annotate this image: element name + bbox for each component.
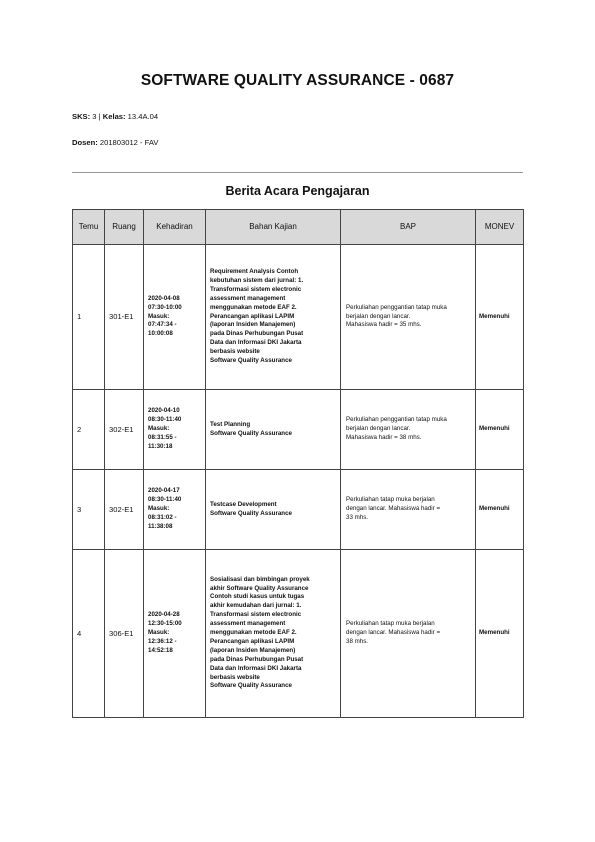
kehadiran-line: 10:00:08 bbox=[148, 330, 173, 338]
bap-line: berjalan dengan lancar. bbox=[346, 425, 411, 433]
kehadiran-line: Masuk: bbox=[148, 629, 170, 637]
lecturer-line bbox=[72, 138, 158, 147]
bahan-kajian-line: Data dan Informasi DKI Jakarta bbox=[210, 339, 302, 347]
bap-line: Perkuliahan penggantian tatap muka bbox=[346, 303, 447, 311]
bahan-kajian-line: pada Dinas Perhubungan Pusat bbox=[210, 330, 304, 338]
bahan-kajian-line: akhir kemudahan dari jurnal: 1. bbox=[210, 602, 302, 610]
kehadiran-line: 2020-04-08 bbox=[148, 294, 180, 302]
ruang-value: 302-E1 bbox=[109, 504, 134, 514]
cell-bahan-kajian bbox=[206, 470, 341, 550]
bap-line: Perkuliahan tatap muka berjalan bbox=[346, 620, 435, 628]
table-header-row bbox=[73, 210, 524, 245]
bahan-kajian-line: Transformasi sistem electronic bbox=[210, 285, 302, 293]
bap-line: Mahasiswa hadir = 35 mhs. bbox=[346, 321, 422, 329]
bap-line: 38 mhs. bbox=[346, 637, 369, 645]
bahan-kajian-line: Transformasi sistem electronic bbox=[210, 611, 302, 619]
bap-line: 33 mhs. bbox=[346, 513, 369, 521]
bahan-kajian-line: berbasis website bbox=[210, 348, 260, 356]
bahan-kajian-line: (laporan Insiden Manajemen) bbox=[210, 646, 296, 654]
bahan-kajian-line: Software Quality Assurance bbox=[210, 682, 292, 690]
monev-value: Memenuhi bbox=[479, 425, 510, 433]
kehadiran-line: 07:30-10:00 bbox=[148, 303, 182, 311]
header-temu: Temu bbox=[73, 210, 105, 245]
cell-monev bbox=[476, 245, 524, 390]
bahan-kajian-line: assessment management bbox=[210, 620, 286, 628]
cell-kehadiran bbox=[144, 470, 206, 550]
table-row bbox=[73, 390, 524, 470]
kehadiran-line: 2020-04-10 bbox=[148, 407, 180, 415]
bahan-kajian-line: Test Planning bbox=[210, 420, 251, 428]
kelas-value: 13.4A.04 bbox=[127, 112, 159, 121]
bap-line: Mahasiswa hadir = 38 mhs. bbox=[346, 433, 422, 441]
header-bahan-kajian: Bahan Kajian bbox=[206, 210, 341, 245]
course-title: SOFTWARE QUALITY ASSURANCE - 0687 bbox=[140, 72, 455, 89]
cell-temu bbox=[73, 390, 105, 470]
header-ruang: Ruang bbox=[105, 210, 144, 245]
bahan-kajian-line: Software Quality Assurance bbox=[210, 357, 292, 365]
kehadiran-line: Masuk: bbox=[148, 425, 170, 433]
section-title: Berita Acara Pengajaran bbox=[225, 184, 370, 198]
kehadiran-line: 08:31:02 - bbox=[148, 513, 177, 521]
bap-line: dengan lancar. Mahasiswa hadir = bbox=[346, 629, 441, 637]
kehadiran-line: Masuk: bbox=[148, 505, 170, 513]
bahan-kajian-line: Perancangan aplikasi LAPIM bbox=[210, 637, 295, 645]
kehadiran-line: 12:30-15:00 bbox=[148, 620, 182, 628]
bahan-kajian-line: Contoh studi kasus untuk tugas bbox=[210, 593, 305, 601]
header-monev: MONEV bbox=[476, 210, 524, 245]
sks-label: SKS: bbox=[72, 112, 91, 121]
bahan-kajian-line: menggunakan metode EAF 2. bbox=[210, 629, 297, 637]
cell-monev bbox=[476, 470, 524, 550]
ruang-value: 301-E1 bbox=[109, 312, 134, 321]
kehadiran-line: 08:30-11:40 bbox=[148, 416, 182, 424]
meta-separator: | bbox=[98, 112, 101, 121]
dosen-value: 201803012 - FAV bbox=[99, 138, 159, 147]
cell-temu bbox=[73, 245, 105, 390]
kehadiran-line: 12:36:12 - bbox=[148, 637, 177, 645]
bahan-kajian-line: assessment management bbox=[210, 294, 286, 302]
bahan-kajian-line: Perancangan aplikasi LAPIM bbox=[210, 312, 295, 320]
cell-bahan-kajian bbox=[206, 390, 341, 470]
sks-value: 3 bbox=[92, 112, 97, 121]
cell-bap bbox=[341, 550, 476, 718]
ruang-value: 306-E1 bbox=[109, 628, 134, 638]
table-row bbox=[73, 550, 524, 718]
cell-kehadiran bbox=[144, 390, 206, 470]
kehadiran-line: 2020-04-28 bbox=[148, 611, 180, 619]
bahan-kajian-line: akhir Software Quality Assurance bbox=[210, 584, 309, 592]
dosen-label: Dosen: bbox=[72, 138, 98, 147]
cell-bahan-kajian bbox=[206, 245, 341, 390]
header-bap: BAP bbox=[341, 210, 476, 245]
table-row bbox=[73, 245, 524, 390]
temu-value: 2 bbox=[77, 424, 82, 434]
temu-value: 1 bbox=[77, 312, 82, 321]
bap-line: berjalan dengan lancar. bbox=[346, 312, 411, 320]
kehadiran-line: 11:38:08 bbox=[148, 522, 173, 530]
cell-kehadiran bbox=[144, 245, 206, 390]
cell-bahan-kajian bbox=[206, 550, 341, 718]
temu-value: 3 bbox=[77, 504, 82, 514]
bap-table bbox=[72, 209, 524, 718]
bahan-kajian-line: Sosialisasi dan bimbingan proyek bbox=[210, 575, 310, 583]
monev-value: Memenuhi bbox=[479, 312, 510, 320]
cell-ruang bbox=[105, 470, 144, 550]
bap-line: Perkuliahan penggantian tatap muka bbox=[346, 416, 447, 424]
kehadiran-line: 07:47:34 - bbox=[148, 321, 177, 329]
bahan-kajian-line: menggunakan metode EAF 2. bbox=[210, 303, 297, 311]
bap-line: dengan lancar. Mahasiswa hadir = bbox=[346, 505, 441, 513]
bahan-kajian-line: Software Quality Assurance bbox=[210, 509, 292, 517]
ruang-value: 302-E1 bbox=[109, 424, 134, 434]
kehadiran-line: 14:52:18 bbox=[148, 646, 173, 654]
cell-ruang bbox=[105, 390, 144, 470]
bahan-kajian-line: Requirement Analysis Contoh bbox=[210, 268, 299, 276]
cell-ruang bbox=[105, 550, 144, 718]
kehadiran-line: 08:30-11:40 bbox=[148, 496, 182, 504]
table-row bbox=[73, 470, 524, 550]
bahan-kajian-line: Software Quality Assurance bbox=[210, 429, 292, 437]
bahan-kajian-line: Data dan Informasi DKI Jakarta bbox=[210, 664, 302, 672]
cell-temu bbox=[73, 470, 105, 550]
cell-kehadiran bbox=[144, 550, 206, 718]
divider bbox=[72, 172, 523, 173]
cell-temu bbox=[73, 550, 105, 718]
cell-bap bbox=[341, 390, 476, 470]
cell-bap bbox=[341, 245, 476, 390]
bahan-kajian-line: Testcase Development bbox=[210, 500, 277, 508]
cell-monev bbox=[476, 390, 524, 470]
kehadiran-line: 2020-04-17 bbox=[148, 487, 180, 495]
kelas-label: Kelas: bbox=[102, 112, 126, 121]
bahan-kajian-line: berbasis website bbox=[210, 673, 260, 681]
header-kehadiran: Kehadiran bbox=[144, 210, 206, 245]
bahan-kajian-line: pada Dinas Perhubungan Pusat bbox=[210, 655, 304, 663]
cell-ruang bbox=[105, 245, 144, 390]
cell-monev bbox=[476, 550, 524, 718]
bap-line: Perkuliahan tatap muka berjalan bbox=[346, 496, 435, 504]
bahan-kajian-line: kebutuhan sistem dari jurnal: 1. bbox=[210, 276, 304, 284]
monev-value: Memenuhi bbox=[479, 629, 510, 637]
kehadiran-line: Masuk: bbox=[148, 312, 170, 320]
kehadiran-line: 11:30:18 bbox=[148, 442, 173, 450]
monev-value: Memenuhi bbox=[479, 505, 510, 513]
temu-value: 4 bbox=[77, 628, 82, 638]
kehadiran-line: 08:31:55 - bbox=[148, 433, 177, 441]
bahan-kajian-line: (laporan Insiden Manajemen) bbox=[210, 321, 296, 329]
cell-bap bbox=[341, 470, 476, 550]
course-meta-line bbox=[72, 112, 158, 121]
